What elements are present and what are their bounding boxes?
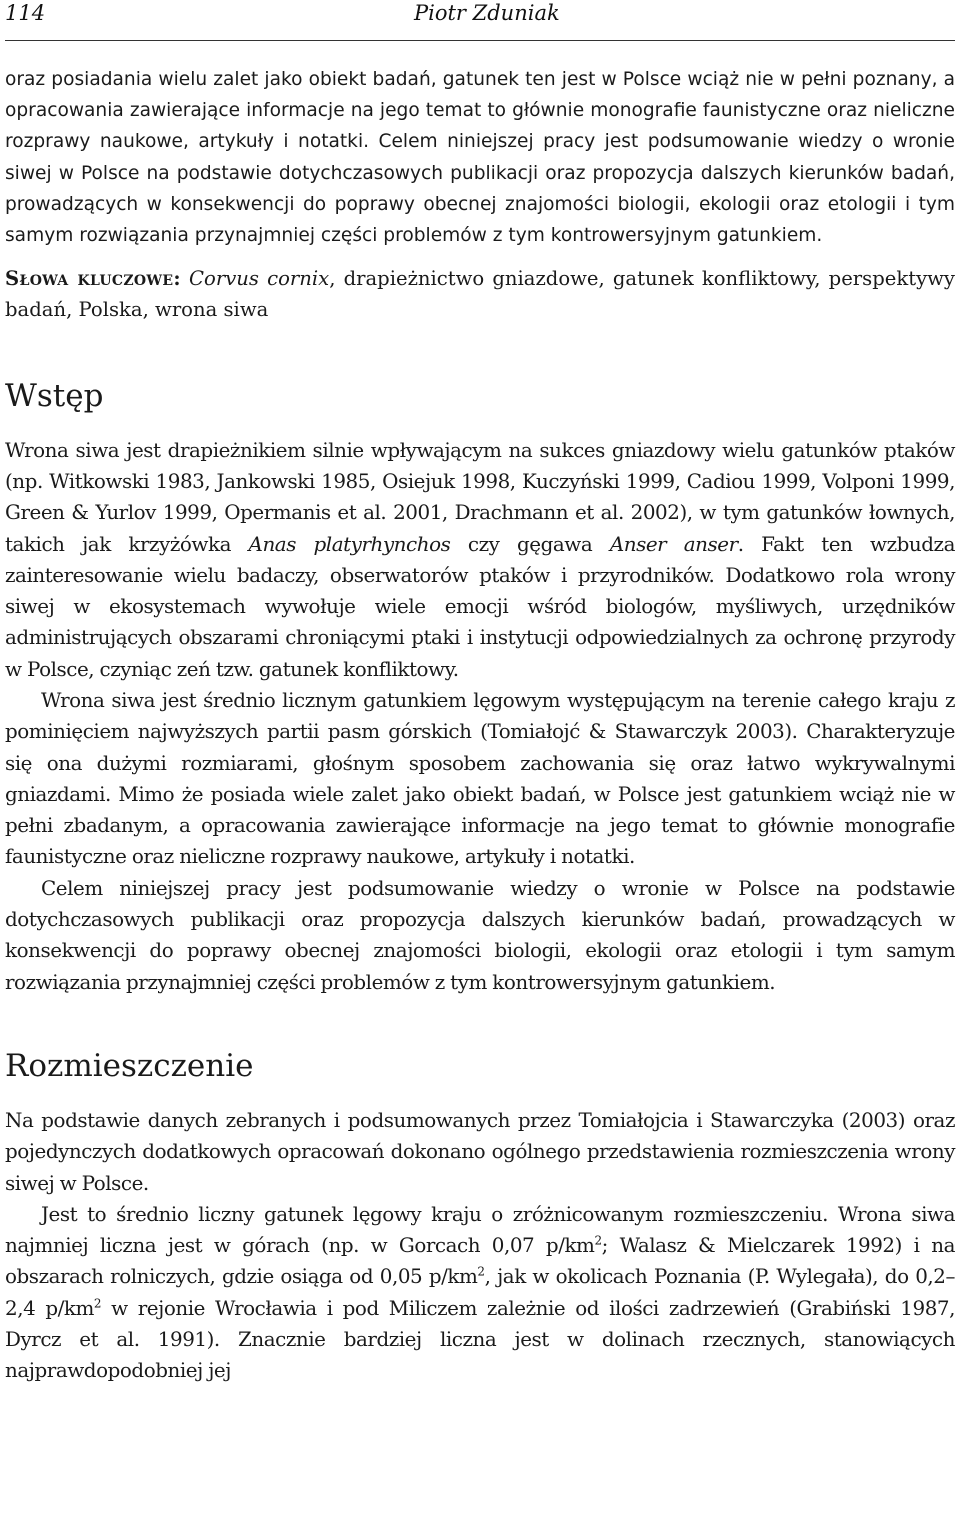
- distribution-paragraph-2: [5, 1199, 955, 1387]
- section-heading-distribution: Rozmieszczenie: [5, 1047, 254, 1084]
- keywords: [5, 263, 955, 325]
- distribution-paragraph-1: Na podstawie danych zebranych i podsumowanych przez Tomiałojcia i Stawarczyka (2003) oraz pojedynczych dodatkowych opracowań dokonano ogólnego przedstawienia rozmieszczenia wrony siwej w Polsce.: [5, 1108, 955, 1195]
- species-name: Anser anser: [609, 532, 738, 556]
- dist-p2-text-d: w rejonie Wrocławia i pod Miliczem zależnie od ilości zadrzewień (Grabiński 1987, Dyrcz et al. 1991). Znacznie bardziej liczna jest w dolinach rzecznych, stanowiących najprawdopodobniej jej: [5, 1296, 955, 1383]
- section-heading-intro: Wstęp: [5, 377, 104, 414]
- keywords-list: , drapieżnictwo gniazdowe, gatunek konfliktowy, perspektywy badań, Polska, wrona siwa: [5, 267, 956, 322]
- running-author: Piotr Zduniak: [414, 1, 560, 25]
- superscript: 2: [477, 1264, 485, 1279]
- keywords-label: Słowa kluczowe:: [5, 267, 181, 291]
- dist-p2-text-b: ; Walasz & Mielczarek 1992) i na obszarach rolniczych, gdzie osiąga od 0,05 p/km: [5, 1234, 955, 1289]
- superscript: 2: [93, 1296, 102, 1311]
- intro-p1-text-a: Wrona siwa jest drapieżnikiem silnie wpływającym na sukces gniazdowy wielu gatunków ptaków (np. Witkowski 1983, Jankowski 1985, Osiejuk 1998, Kuczyński 1999, Cadiou 1999, Volponi 1999, Green & Yurlov 1999, Opermanis et al. 2001, Drachmann et al. 2002), w tym gatunków łownych, takich jak krzyżówka: [5, 438, 955, 556]
- keywords-species: Corvus cornix: [189, 267, 330, 291]
- superscript: 2: [594, 1233, 602, 1248]
- page-number: 114: [5, 1, 46, 25]
- intro-paragraph-3: Celem niniejszej pracy jest podsumowanie wiedzy o wronie w Polsce na podstawie dotychczasowych publikacji oraz propozycja dalszych kierunków badań, prowadzących w konsekwencji do poprawy obecnej znajomości biologii, ekologii oraz etologii i tym samym rozwiązania przynajmniej części problemów z tym kontrowersyjnym gatunkiem.: [5, 876, 955, 994]
- document-page: [5, 0, 955, 1387]
- intro-paragraph-2: Wrona siwa jest średnio licznym gatunkiem lęgowym występującym na terenie całego kraju z pominięciem najwyższych partii pasm górskich (Tomiałojć & Stawarczyk 2003). Charakteryzuje się ona dużymi rozmiarami, głośnym sposobem zachowania się oraz łatwo wykrywalnymi gniazdami. Mimo że posiada wiele zalet jako obiekt badań, w Polsce jest gatunkiem wciąż nie w pełni zbadanym, a opracowania zawierające informacje na jego temat to głównie monografie faunistyczne oraz nieliczne rozprawy naukowe, artykuły i notatki.: [5, 689, 955, 869]
- species-name: Anas platyrhynchos: [248, 532, 451, 556]
- intro-paragraph-1: [5, 435, 955, 685]
- abstract-text: oraz posiadania wielu zalet jako obiekt badań, gatunek ten jest w Polsce wciąż nie w pełni poznany, a opracowania zawierające informacje na jego temat to głównie monografie faunistyczne oraz nieliczne rozprawy naukowe, artykuły i notatki. Celem niniejszej pracy jest podsumowanie wiedzy o wronie siwej w Polsce na podstawie dotychczasowych publikacji oraz propozycja dalszych kierunków badań, prowadzących w konsekwencji do poprawy obecnej znajomości biologii, ekologii oraz etologii i tym samym rozwiązania przynajmniej części problemów z tym kontrowersyjnym gatunkiem.: [5, 69, 955, 247]
- dist-p2-text-a: Jest to średnio liczny gatunek lęgowy kraju o zróżnicowanym rozmieszczeniu. Wrona siwa najmniej liczna jest w górach (np. w Gorcach 0,07 p/km: [5, 1202, 955, 1258]
- running-header: [5, 0, 955, 41]
- dist-p2-text-c: , jak w okolicach Poznania (P. Wylegała), do 0,2–2,4 p/km: [5, 1265, 956, 1320]
- intro-p1-text-c: . Fakt ten wzbudza zainteresowanie wielu badaczy, obserwatorów ptaków i przyrodników. Dodatkowo rola wrony siwej w ekosystemach wywołuje wiele emocji wśród biologów, myśliwych, urzędników administrujących obszarami chroniącymi ptaki i instytucji odpowiedzialnych za ochronę przyrody w Polsce, czyniąc zeń tzw. gatunek konfliktowy.: [5, 532, 955, 681]
- intro-p1-text-b: czy gęgawa: [450, 532, 610, 556]
